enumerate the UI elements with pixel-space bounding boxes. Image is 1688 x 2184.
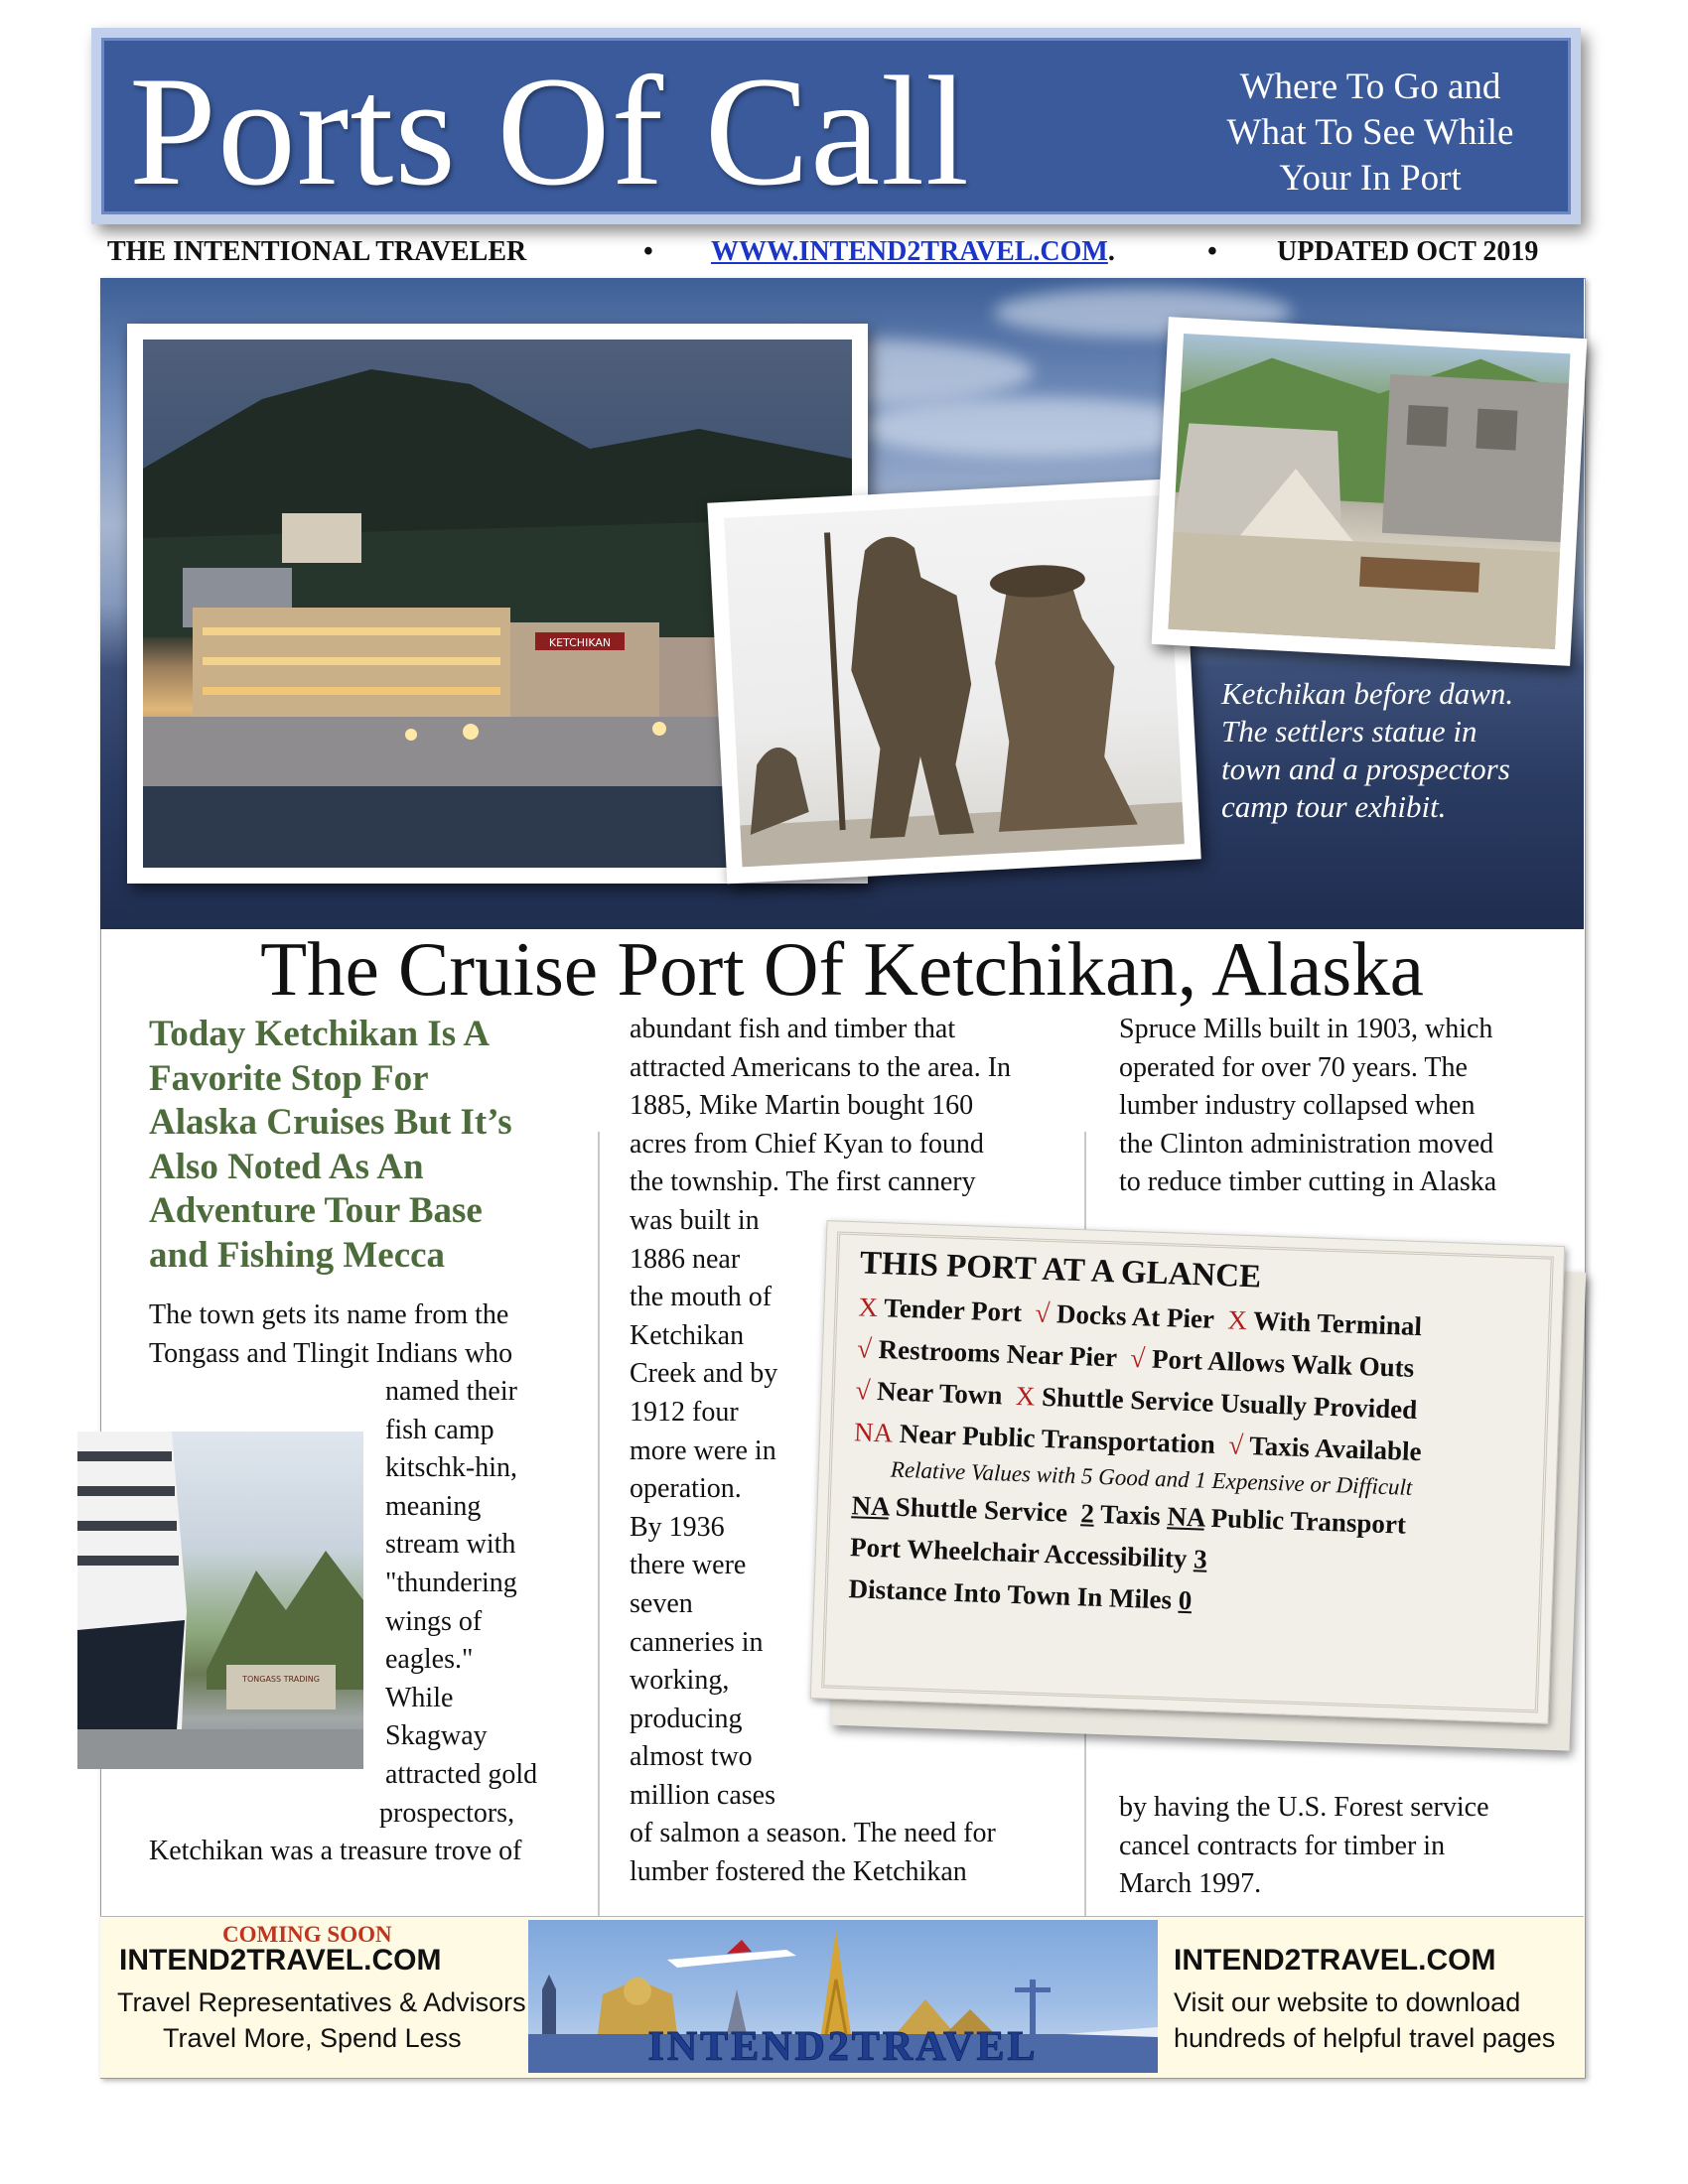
article-headline: The Cruise Port Of Ketchikan, Alaska — [260, 926, 1424, 1012]
url-period: . — [1107, 236, 1115, 267]
right-ad-site[interactable]: INTEND2TRAVEL.COM — [1174, 1944, 1496, 1977]
coming-soon-label: COMING SOON — [222, 1922, 392, 1947]
text-line: 1912 four — [630, 1396, 739, 1428]
masthead — [91, 28, 1581, 224]
text-line: more were in — [630, 1434, 776, 1466]
status-mark: X — [1015, 1380, 1036, 1412]
feature-label: Taxis Available — [1248, 1431, 1423, 1467]
rating-value: NA — [851, 1490, 890, 1522]
website-link[interactable]: WWW.INTEND2TRAVEL.COM — [711, 236, 1108, 267]
prospectors-camp-photo — [1152, 317, 1588, 666]
status-mark: NA — [853, 1417, 894, 1448]
column3-intro — [1119, 1011, 1556, 1202]
text-line: the Clinton administration moved — [1119, 1128, 1494, 1160]
subhead-line: Adventure Tour Base — [149, 1190, 483, 1231]
caption-line: Ketchikan before dawn. — [1221, 676, 1514, 711]
text-line: the mouth of — [630, 1282, 773, 1313]
status-mark: X — [858, 1292, 879, 1323]
column3-closing — [1119, 1789, 1556, 1904]
updated-date: UPDATED OCT 2019 — [1277, 236, 1539, 267]
text-line: there were — [630, 1550, 747, 1581]
text-line: Creek and by — [630, 1358, 778, 1390]
subhead-line: Also Noted As An — [149, 1146, 424, 1187]
masthead-panel — [101, 38, 1571, 218]
rating-label: Shuttle Service — [895, 1491, 1068, 1528]
text-line: By 1936 — [630, 1511, 725, 1543]
rating-value: NA — [1166, 1501, 1205, 1533]
column1-wrapped-text-end — [379, 1795, 578, 1834]
port-at-a-glance-box — [810, 1220, 1565, 1724]
settlers-statue-photo — [707, 478, 1200, 884]
feature-label: Near Public Transportation — [899, 1418, 1216, 1459]
text-line: The town gets its name from the — [149, 1299, 509, 1330]
text-line: "thundering — [385, 1567, 517, 1598]
status-mark: √ — [1129, 1342, 1146, 1374]
left-ad-line: Travel More, Spend Less — [163, 2023, 462, 2053]
text-line: named their — [385, 1376, 517, 1407]
text-line: 1885, Mike Martin bought 160 — [630, 1090, 974, 1122]
text-line: wings of — [385, 1605, 483, 1637]
text-line: almost two — [630, 1741, 753, 1773]
ketchikan-sign-text: KETCHIKAN — [548, 636, 612, 649]
text-line: operated for over 70 years. The — [1119, 1051, 1468, 1083]
caption-line: town and a prospectors — [1221, 751, 1510, 786]
column2-intro — [630, 1011, 1066, 1202]
text-line: eagles." — [385, 1644, 474, 1676]
text-line: meaning — [385, 1490, 482, 1522]
tongass-sign-text: TONGASS TRADING — [242, 1675, 320, 1684]
feature-label: Tender Port — [883, 1293, 1023, 1328]
caption-line: The settlers statue in — [1221, 714, 1477, 749]
text-line: to reduce timber cutting in Alaska — [1119, 1166, 1497, 1198]
wheelchair-value: 3 — [1193, 1544, 1208, 1574]
column1-closing — [149, 1833, 586, 1871]
status-mark: √ — [855, 1375, 872, 1406]
rating-value: 2 — [1079, 1498, 1095, 1529]
column2-wrapped-text — [630, 1202, 818, 1816]
left-ad-site[interactable]: INTEND2TRAVEL.COM — [119, 1944, 442, 1977]
tagline-line: Where To Go and — [1239, 67, 1501, 107]
bullet-separator: • — [1207, 236, 1217, 267]
masthead-title: Ports Of Call — [129, 45, 970, 218]
text-line: the township. The first cannery — [630, 1166, 976, 1198]
status-mark: X — [1226, 1304, 1248, 1335]
text-line: seven — [630, 1587, 693, 1619]
text-line: cancel contracts for timber in — [1119, 1830, 1446, 1861]
text-line: of salmon a season. The need for — [630, 1818, 996, 1848]
text-line: Ketchikan was a treasure trove of — [149, 1836, 522, 1866]
column1-wrapped-text — [385, 1373, 574, 1795]
logo-text: INTEND2TRAVEL — [647, 2024, 1039, 2070]
rating-label: Taxis — [1099, 1498, 1162, 1532]
distance-value: 0 — [1178, 1584, 1193, 1616]
text-line: acres from Chief Kyan to found — [630, 1128, 984, 1160]
left-ad-line: Travel Representatives & Advisors — [117, 1987, 526, 2017]
text-line: canneries in — [630, 1626, 764, 1658]
hero-caption — [1221, 675, 1549, 826]
subhead-line: Alaska Cruises But It’s — [149, 1102, 512, 1143]
subhead-line: Favorite Stop For — [149, 1057, 429, 1099]
text-line: operation. — [630, 1473, 742, 1505]
info-bar — [107, 236, 1577, 276]
subhead-line: Today Ketchikan Is A — [149, 1014, 491, 1054]
text-line: attracted gold — [385, 1758, 538, 1790]
wheelchair-label: Port Wheelchair Accessibility — [849, 1532, 1188, 1574]
subhead-line: and Fishing Mecca — [149, 1234, 446, 1276]
text-line: abundant fish and timber that — [630, 1014, 956, 1044]
rating-label: Public Transport — [1210, 1502, 1407, 1540]
text-line: prospectors, — [379, 1798, 515, 1829]
feature-label: Shuttle Service Usually Provided — [1041, 1381, 1418, 1426]
distance-label: Distance Into Town In Miles — [848, 1573, 1173, 1615]
text-line: producing — [630, 1703, 743, 1734]
text-line: Skagway — [385, 1720, 488, 1752]
status-mark: √ — [856, 1333, 873, 1364]
camp-scene — [1168, 334, 1570, 649]
intend2travel-logo — [528, 1920, 1158, 2073]
bullet-separator: • — [643, 236, 653, 267]
feature-label: With Terminal — [1252, 1305, 1423, 1342]
text-line: stream with — [385, 1529, 516, 1561]
text-line: working, — [630, 1665, 730, 1697]
text-line: attracted Americans to the area. In — [630, 1051, 1012, 1083]
right-ad-line: Visit our website to download — [1174, 1987, 1521, 2017]
ship-scene — [77, 1432, 363, 1769]
feature-label: Restrooms Near Pier — [878, 1334, 1118, 1373]
glance-content — [848, 1240, 1546, 1633]
text-line: million cases — [630, 1779, 775, 1811]
text-line: lumber industry collapsed when — [1119, 1090, 1476, 1122]
status-mark: √ — [1227, 1430, 1244, 1460]
text-line: kitschk-hin, — [385, 1452, 517, 1484]
article-subheadline — [149, 1013, 576, 1278]
cruise-ship-photo — [77, 1432, 363, 1769]
masthead-tagline — [1172, 65, 1569, 202]
status-mark: √ — [1034, 1297, 1051, 1329]
statue-figures — [724, 495, 1185, 868]
glance-card — [810, 1220, 1565, 1724]
right-ad-line: hundreds of helpful travel pages — [1174, 2023, 1556, 2053]
tagline-line: What To See While — [1226, 112, 1514, 153]
publication-name: THE INTENTIONAL TRAVELER — [107, 236, 527, 267]
column-divider — [598, 1132, 600, 1916]
text-line: by having the U.S. Forest service — [1119, 1792, 1489, 1823]
feature-label: Docks At Pier — [1055, 1298, 1215, 1334]
feature-label: Port Allows Walk Outs — [1151, 1343, 1415, 1383]
relative-values-note: Relative Values with 5 Good and 1 Expensive or Difficult — [890, 1456, 1413, 1500]
text-line: While — [385, 1682, 454, 1713]
feature-label: Near Town — [876, 1376, 1003, 1411]
column2-closing — [630, 1815, 1066, 1891]
text-line: fish camp — [385, 1414, 494, 1445]
text-line: Tongass and Tlingit Indians who — [149, 1337, 513, 1369]
text-line: Spruce Mills built in 1903, which — [1119, 1014, 1493, 1044]
text-line: 1886 near — [630, 1243, 741, 1275]
text-line: was built in — [630, 1205, 760, 1236]
column1-intro — [149, 1297, 566, 1373]
text-line: March 1997. — [1119, 1868, 1262, 1900]
text-line: Ketchikan — [630, 1319, 745, 1351]
caption-line: camp tour exhibit. — [1221, 789, 1447, 824]
text-line: lumber fostered the Ketchikan — [630, 1855, 967, 1887]
glance-title: THIS PORT AT A GLANCE — [859, 1245, 1262, 1296]
tagline-line: Your In Port — [1279, 158, 1462, 199]
